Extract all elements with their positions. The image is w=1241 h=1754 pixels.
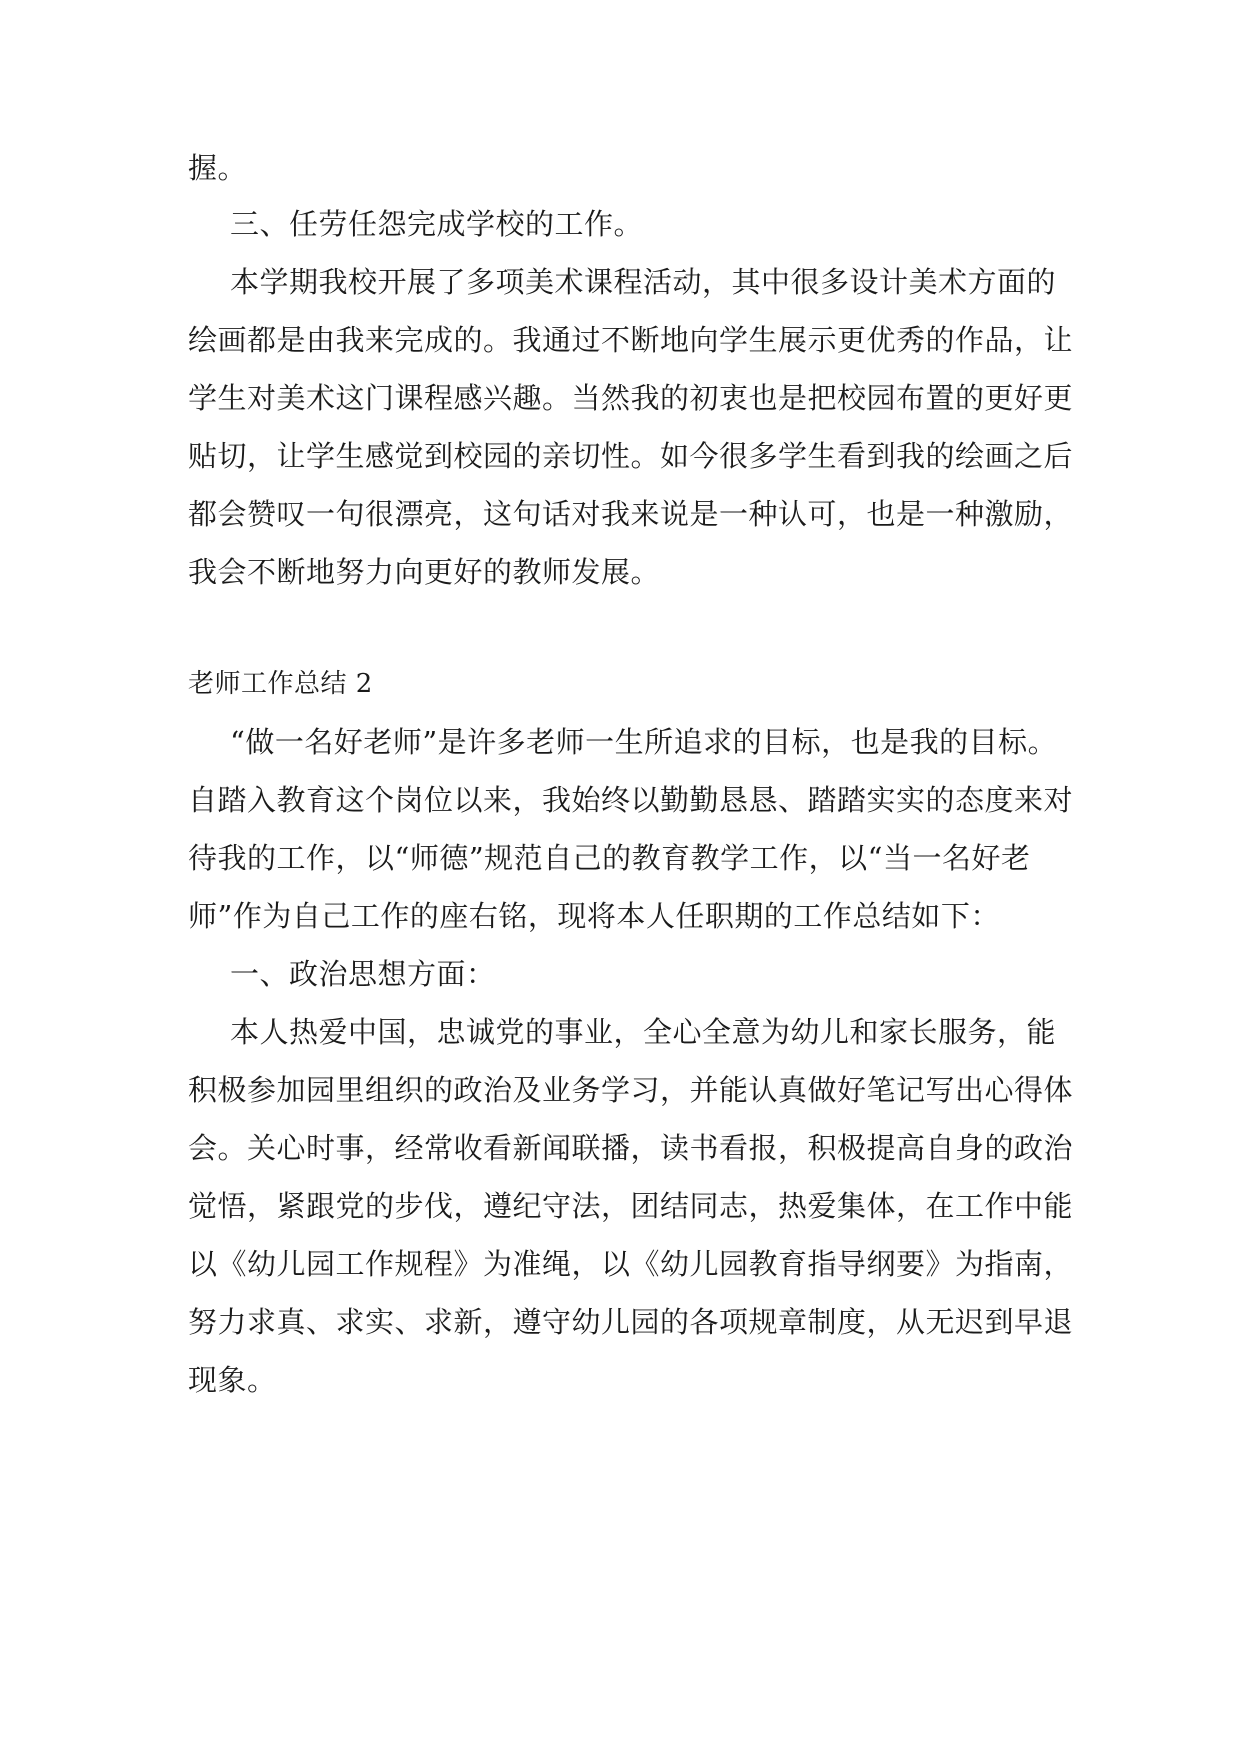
- document-title: 老师工作总结 2: [188, 669, 373, 699]
- paragraph-line: 自踏入教育这个岗位以来，我始终以勤勤恳恳、踏踏实实的态度来对: [188, 783, 1074, 817]
- paragraph-line: 努力求真、求实、求新，遵守幼儿园的各项规章制度，从无迟到早退: [188, 1305, 1074, 1339]
- paragraph-line: 本人热爱中国，忠诚党的事业，全心全意为幼儿和家长服务，能: [230, 1015, 1057, 1049]
- paragraph-line: 积极参加园里组织的政治及业务学习，并能认真做好笔记写出心得体: [188, 1073, 1074, 1107]
- paragraph-line: 现象。: [188, 1363, 277, 1397]
- paragraph-line: “做一名好老师”是许多老师一生所追求的目标，也是我的目标。: [230, 725, 1058, 759]
- paragraph-line: 师”作为自己工作的座右铭，现将本人任职期的工作总结如下：: [188, 899, 1000, 933]
- paragraph-line: 绘画都是由我来完成的。我通过不断地向学生展示更优秀的作品，让: [188, 323, 1074, 357]
- section-heading: 一、政治思想方面：: [230, 957, 496, 991]
- paragraph-line: 待我的工作，以“师德”规范自己的教育教学工作，以“当一名好老: [188, 841, 1031, 875]
- paragraph-line: 本学期我校开展了多项美术课程活动，其中很多设计美术方面的: [230, 265, 1057, 299]
- paragraph-line: 都会赞叹一句很漂亮，这句话对我来说是一种认可，也是一种激励，: [188, 497, 1074, 531]
- paragraph-line: 握。: [188, 151, 248, 185]
- paragraph-line: 会。关心时事，经常收看新闻联播，读书看报，积极提高自身的政治: [188, 1131, 1074, 1165]
- paragraph-line: 觉悟，紧跟党的步伐，遵纪守法，团结同志，热爱集体，在工作中能: [188, 1189, 1074, 1223]
- paragraph-line: 学生对美术这门课程感兴趣。当然我的初衷也是把校园布置的更好更: [188, 381, 1074, 415]
- section-heading: 三、任劳任怨完成学校的工作。: [230, 207, 644, 241]
- paragraph-line: 我会不断地努力向更好的教师发展。: [188, 555, 661, 589]
- paragraph-line: 以《幼儿园工作规程》为准绳，以《幼儿园教育指导纲要》为指南，: [188, 1247, 1074, 1281]
- paragraph-line: 贴切，让学生感觉到校园的亲切性。如今很多学生看到我的绘画之后: [188, 439, 1074, 473]
